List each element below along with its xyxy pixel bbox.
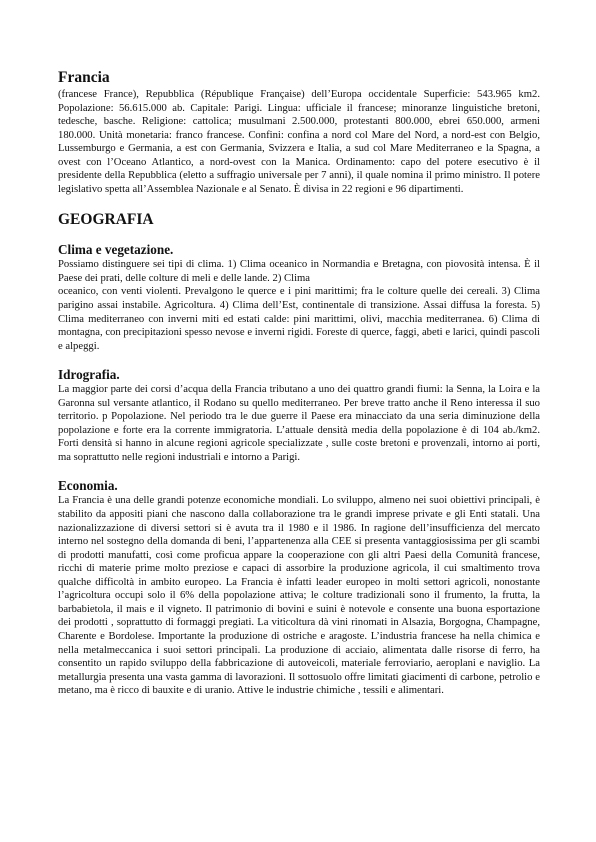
section-heading-geografia: GEOGRAFIA	[58, 211, 154, 229]
page-title: Francia	[58, 69, 110, 86]
clima-paragraph-1: Possiamo distinguere sei tipi di clima. 1) Clima oceanico in Normandia e Bretagna, con piovosità intensa. È il Paese dei prati, delle colture di meli e delle lande. 2) Clima	[58, 259, 540, 284]
clima-paragraph-2: oceanico, con venti violenti. Prevalgono le querce e i pini marittimi; fra le colture quelle dei cereali. 3) Clima parigino assai instabile. Agricoltura. 4) Clima dell’Est, continentale di transizione. Assai diffusa la foresta. 5) Clima mediterraneo con inverni miti ed estati calde: pini marittimi, olivi, macchia mediterranea. 6) Clima di montagna, con precipitazioni spesso nevose e inverni rigidi. Foreste di querce, faggi, abeti e larici, quindi pascoli e alpeggi.	[58, 286, 540, 352]
subsection-heading-economia: Economia.	[58, 478, 118, 494]
subsection-heading-clima: Clima e vegetazione.	[58, 242, 174, 258]
intro-paragraph: (francese France), Repubblica (République Française) dell’Europa occidentale Superficie: 543.965 km2. Popolazione: 56.615.000 ab. Capitale: Parigi. Lingua: ufficiale il francese; minoranze linguistiche bretoni, tedesche, basche. Religione: cattolica; musulmani 2.500.000, protestanti 800.000, ebrei 650.000, armeni 180.000. Unità monetaria: franco francese. Confini: confina a nord col Mare del Nord, a nord-est con Belgio, Lussemburgo e Germania, a est con Germania, Svizzera e Italia, a sud col Mare Mediterraneo e la Spagna, a ovest con l’Oceano Atlantico, a nord-ovest con la Manica. Ordinamento: capo del potere esecutivo è il presidente della Repubblica (eletto a suffragio universale per 7 anni), il quale nomina il primo ministro. Il potere legislativo spetta all’Assemblea Nazionale e al Senato. È divisa in 22 regioni e 96 dipartimenti.	[58, 89, 540, 195]
document-page	[58, 68, 540, 698]
economia-paragraph: La Francia è una delle grandi potenze economiche mondiali. Lo sviluppo, almeno nei suoi obiettivi principali, è stabilito da appositi piani che nascono dalla collaborazione tra le grandi imprese private e gli Enti statali. Una nazionalizzazione di diversi settori si è avuta tra il 1980 e il 1986. In ragione dell’insufficienza del mercato interno nel sostegno della domanda di beni, l’appartenenza alla CEE si presenta vantaggiosissima per gli scambi di prodotti manufatti, così come proficua appare la cooperazione con gli altri Paesi della Comunità francese, ricchi di materie prime molto preziose e capaci di assorbire la produzione agricola, il cui smaltimento trova qualche difficoltà in ambito europeo. La Francia è infatti leader europeo in molti settori agricoli, nonostante l’agricoltura occupi solo il 6% della popolazione attiva; le colture tradizionali sono il frumento, la frutta, la barbabietola, il mais e il vigneto. Il patrimonio di bovini e suini è notevole e consente una buona esportazione dei prodotti , soprattutto di formaggi pregiati. La viticoltura dà vini rinomati in Alsazia, Borgogna, Champagne, Charente e Bordolese. Importante la produzione di ostriche e aragoste. L’industria francese ha nella chimica e nella metalmeccanica i suoi settori principali. La produzione di acciaio, alimentata dalle risorse di ferro, ha consentito un rapido sviluppo della fabbricazione di autoveicoli, materiale ferroviario, aeroplani e naviglio. La metallurgia presenta una vasta gamma di lavorazioni. Il sottosuolo offre limitati giacimenti di carbone, petrolio e metano, ma è ricco di bauxite e di uranio. Attive le industrie chimiche , tessili e alimentari.	[58, 495, 540, 697]
subsection-heading-idrografia: Idrografia.	[58, 367, 120, 383]
idrografia-paragraph: La maggior parte dei corsi d’acqua della Francia tributano a uno dei quattro grandi fiumi: la Senna, la Loira e la Garonna sul versante atlantico, il Rodano su quello mediterraneo. Per breve tratto anche il Reno interessa il suo territorio. p Popolazione. Nel periodo tra le due guerre il Paese era minacciato da una seria diminuzione della popolazione e forte era la corrente immigratoria. L’attuale densità media della popolazione è di 104 ab./km2. Forti densità si hanno in alcune regioni agricole specializzate , sulle coste bretoni e provenzali, intorno ai porti, ma soprattutto nelle regioni industriali e intorno a Parigi.	[58, 384, 540, 463]
